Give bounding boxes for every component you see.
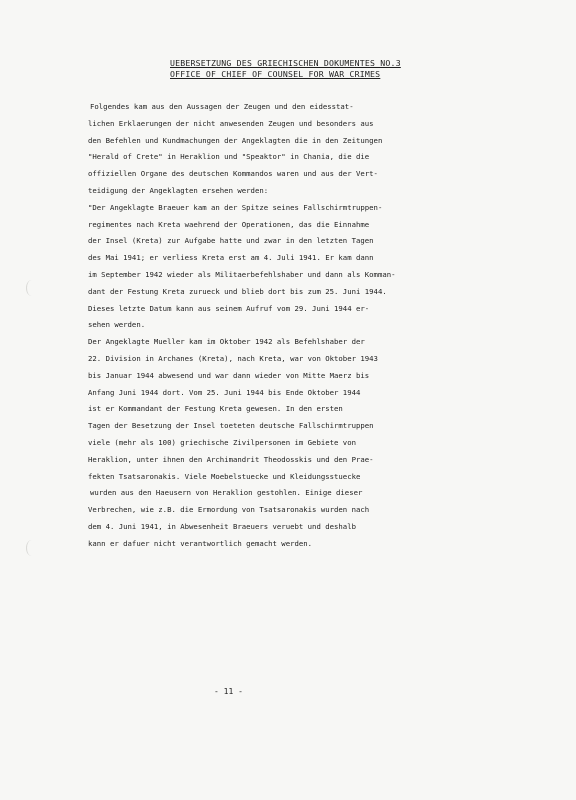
punch-hole-mark <box>26 280 37 296</box>
body-line: Tagen der Besetzung der Insel toeteten deutsche Fallschirmtruppen <box>88 421 374 431</box>
body-line: lichen Erklaerungen der nicht anwesenden Zeugen und besonders aus <box>88 118 374 128</box>
body-line: Anfang Juni 1944 dort. Vom 25. Juni 1944 bis Ende Oktober 1944 <box>88 387 361 397</box>
body-line: dant der Festung Kreta zurueck und blieb dort bis zum 25. Juni 1944. <box>88 286 387 296</box>
body-line: dem 4. Juni 1941, in Abwesenheit Braeuers veruebt und deshalb <box>88 521 356 531</box>
body-line: "Der Angeklagte Braeuer kam an der Spitze seines Fallschirmtruppen- <box>88 202 383 212</box>
body-line: Verbrechen, wie z.B. die Ermordung von Tsatsaronakis wurden nach <box>88 505 370 515</box>
header-line-office: OFFICE OF CHIEF OF COUNSEL FOR WAR CRIMES <box>170 69 381 79</box>
body-line: Folgendes kam aus den Aussagen der Zeugen und den eidesstat- <box>90 102 354 111</box>
body-line: offiziellen Organe des deutschen Kommandos waren und aus der Vert- <box>88 169 378 179</box>
body-line: Der Angeklagte Mueller kam im Oktober 1942 als Befehlshaber der <box>88 337 365 347</box>
body-line: viele (mehr als 100) griechische Zivilpersonen im Gebiete von <box>88 437 356 447</box>
body-line: den Befehlen und Kundmachungen der Angeklagten die in den Zeitungen <box>88 135 383 145</box>
body-line: fekten Tsatsaronakis. Viele Moebelstuecke und Kleidungsstuecke <box>88 471 361 481</box>
body-line: sehen werden. <box>88 320 146 330</box>
body-line: bis Januar 1944 abwesend und war dann wieder von Mitte Maerz bis <box>88 370 370 380</box>
body-line: im September 1942 wieder als Militaerbefehlshaber und dann als Komman- <box>88 269 396 279</box>
body-line: Heraklion, unter ihnen den Archimandrit Theodosskis und den Prae- <box>88 454 374 464</box>
header-line-title: UEBERSETZUNG DES GRIECHISCHEN DOKUMENTES NO.3 <box>170 58 401 68</box>
document-body <box>88 99 458 553</box>
body-line: regimentes nach Kreta waehrend der Operationen, das die Einnahme <box>88 219 370 229</box>
document-header <box>170 58 430 80</box>
body-line: des Mai 1941; er verliess Kreta erst am 4. Juli 1941. Er kam dann <box>88 253 374 263</box>
body-line: ist er Kommandant der Festung Kreta gewesen. In den ersten <box>88 404 343 414</box>
page-number: - 11 - <box>214 687 243 696</box>
body-line: 22. Division in Archanes (Kreta), nach Kreta, war von Oktober 1943 <box>88 353 378 363</box>
body-line: teidigung der Angeklagten ersehen werden: <box>88 185 269 195</box>
body-line: kann er dafuer nicht verantwortlich gemacht werden. <box>88 538 313 548</box>
body-line: "Herald of Crete" in Heraklion und "Speaktor" in Chania, die die <box>88 152 370 162</box>
body-line: wurden aus den Haeusern von Heraklion gestohlen. Einige dieser <box>90 488 363 498</box>
body-line: der Insel (Kreta) zur Aufgabe hatte und zwar in den letzten Tagen <box>88 236 374 246</box>
punch-hole-mark <box>26 540 37 556</box>
body-line: Dieses letzte Datum kann aus seinem Aufruf vom 29. Juni 1944 er- <box>88 303 370 313</box>
